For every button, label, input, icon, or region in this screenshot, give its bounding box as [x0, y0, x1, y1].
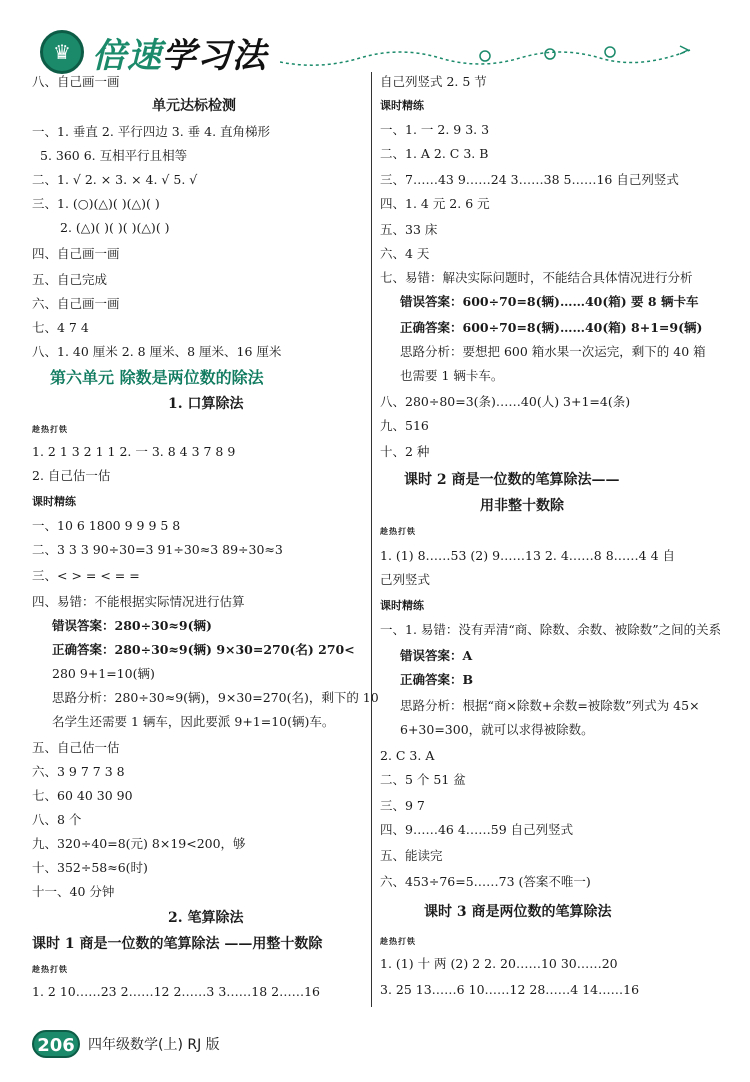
answer-line: 己列竖式: [380, 572, 431, 587]
answer-line: 一、1. 一 2. 9 3. 3: [380, 122, 490, 137]
answer-line: 错误答案：600÷70=8(辆)……40(箱) 要 8 辆卡车: [400, 294, 699, 309]
brand-part2: 学习法: [162, 36, 267, 76]
answer-line: 五、能读完: [380, 848, 443, 863]
answer-line: 十、2 种: [380, 444, 430, 459]
lesson-heading: 课时 2 商是一位数的笔算除法——: [404, 472, 620, 488]
practice-tag: 趁热打铁: [380, 527, 416, 536]
practice-tag: 课时精练: [32, 495, 76, 508]
section-heading: 1. 口算除法: [168, 396, 244, 412]
answer-line: 四、易错：不能根据实际情况进行估算: [32, 594, 245, 609]
answer-line: 二、5 个 51 盆: [380, 772, 466, 787]
answer-line: 二、1. √ 2. × 3. × 4. √ 5. √: [32, 172, 198, 187]
answer-line: 5. 360 6. 互相平行且相等: [40, 148, 188, 163]
answer-line: 八、8 个: [32, 812, 82, 827]
answer-line: 一、1. 垂直 2. 平行四边 3. 垂 4. 直角梯形: [32, 124, 271, 139]
answer-line: 自己列竖式 2. 5 节: [380, 74, 487, 89]
answer-line: 六、自己画一画: [32, 296, 120, 311]
answer-line: 二、3 3 3 90÷30=3 91÷30≈3 89÷30≈3: [32, 542, 283, 557]
answer-line: 六、4 天: [380, 246, 430, 261]
answer-line: 3. 25 13……6 10……12 28……4 14……16: [380, 982, 640, 997]
answer-line: 七、60 40 30 90: [32, 788, 133, 803]
answer-line: 十一、40 分钟: [32, 884, 115, 899]
answer-line: 十、352÷58≈6(时): [32, 860, 148, 875]
practice-tag: 课时精练: [380, 99, 424, 112]
answer-line: 1. 2 1 3 2 1 1 2. 一 3. 8 4 3 7 8 9: [32, 444, 236, 459]
answer-line: 2. C 3. A: [380, 748, 435, 763]
answer-line: 一、1. 易错：没有弄清“商、除数、余数、被除数”之间的关系: [380, 622, 722, 637]
answer-line: 正确答案：B: [400, 672, 474, 687]
brand-part1: 倍速: [92, 36, 162, 76]
header: [0, 0, 750, 76]
section-heading: 2. 笔算除法: [168, 910, 244, 926]
footer-label: 四年级数学(上) RJ 版: [88, 1037, 220, 1053]
answer-line: 八、1. 40 厘米 2. 8 厘米、8 厘米、16 厘米: [32, 344, 282, 359]
brand-title: [92, 28, 267, 77]
answer-line: 错误答案：A: [400, 648, 473, 663]
answer-line: 三、1. (○)(△)( )(△)( ): [32, 196, 160, 211]
answer-line: 七、易错：解决实际问题时，不能结合具体情况进行分析: [380, 270, 693, 285]
answer-line: 正确答案：280÷30≈9(辆) 9×30=270(名) 270<: [52, 642, 355, 657]
lesson-heading: 用非整十数除: [480, 498, 564, 514]
practice-tag: 课时精练: [380, 599, 424, 612]
answer-line: 2. 自己估一估: [32, 468, 111, 483]
answer-line: 名学生还需要 1 辆车，因此要派 9+1=10(辆)车。: [52, 714, 335, 729]
answer-line: 三、< > = < = =: [32, 568, 140, 583]
answer-line: 也需要 1 辆卡车。: [400, 368, 504, 383]
answer-line: 八、280÷80=3(条)……40(人) 3+1=4(条): [380, 394, 631, 409]
answer-line: 正确答案：600÷70=8(辆)……40(箱) 8+1=9(辆): [400, 320, 703, 335]
answer-line: 一、10 6 1800 9 9 9 5 8: [32, 518, 181, 533]
practice-tag: 趁热打铁: [32, 425, 68, 434]
answer-line: 四、1. 4 元 2. 6 元: [380, 196, 490, 211]
lesson-heading: 课时 3 商是两位数的笔算除法: [424, 904, 612, 920]
answer-line: 七、4 7 4: [32, 320, 89, 335]
answer-line: 280 9+1=10(辆): [52, 666, 155, 681]
decorative-wave-icon: [280, 40, 700, 70]
unit-title: 第六单元 除数是两位数的除法: [50, 368, 264, 387]
practice-tag: 趁热打铁: [380, 937, 416, 946]
answer-line: 6+30=300，就可以求得被除数。: [400, 722, 594, 737]
answer-line: 1. (1) 8……53 (2) 9……13 2. 4……8 8……4 4 自: [380, 548, 676, 563]
answer-line: 三、9 7: [380, 798, 425, 813]
answer-line: 三、7……43 9……24 3……38 5……16 自己列竖式: [380, 172, 679, 187]
answer-line: 六、3 9 7 7 3 8: [32, 764, 125, 779]
answer-line: 九、516: [380, 418, 429, 433]
answer-line: 九、320÷40=8(元) 8×19<200，够: [32, 836, 246, 851]
answer-line: 思路分析：280÷30≈9(辆)，9×30=270(名)，剩下的 10: [52, 690, 379, 705]
answer-line: 错误答案：280÷30≈9(辆): [52, 618, 212, 633]
answer-line: 二、1. A 2. C 3. B: [380, 146, 489, 161]
page-number: 206: [32, 1030, 80, 1058]
answer-line: 1. (1) 十 两 (2) 2 2. 20……10 30……20: [380, 956, 618, 971]
answer-line: 五、33 床: [380, 222, 438, 237]
section-heading: 单元达标检测: [152, 98, 236, 114]
answer-line: 2. (△)( )( )( )(△)( ): [60, 220, 170, 235]
answer-line: 五、自己估一估: [32, 740, 120, 755]
answer-line: 1. 2 10……23 2……12 2……3 3……18 2……16: [32, 984, 321, 999]
answer-line: 四、自己画一画: [32, 246, 120, 261]
answer-line: 思路分析：要想把 600 箱水果一次运完，剩下的 40 箱: [400, 344, 706, 359]
answer-line: 八、自己画一画: [32, 74, 120, 89]
answer-line: 四、9……46 4……59 自己列竖式: [380, 822, 574, 837]
answer-line: 六、453÷76=5……73 (答案不唯一): [380, 874, 591, 889]
practice-tag: 趁热打铁: [32, 965, 68, 974]
answer-line: 五、自己完成: [32, 272, 108, 287]
lesson-heading: 课时 1 商是一位数的笔算除法 ——用整十数除: [32, 936, 323, 952]
column-divider: [371, 72, 372, 1007]
logo-icon: ♛: [40, 30, 84, 74]
answer-line: 思路分析：根据“商×除数+余数=被除数”列式为 45×: [400, 698, 700, 713]
